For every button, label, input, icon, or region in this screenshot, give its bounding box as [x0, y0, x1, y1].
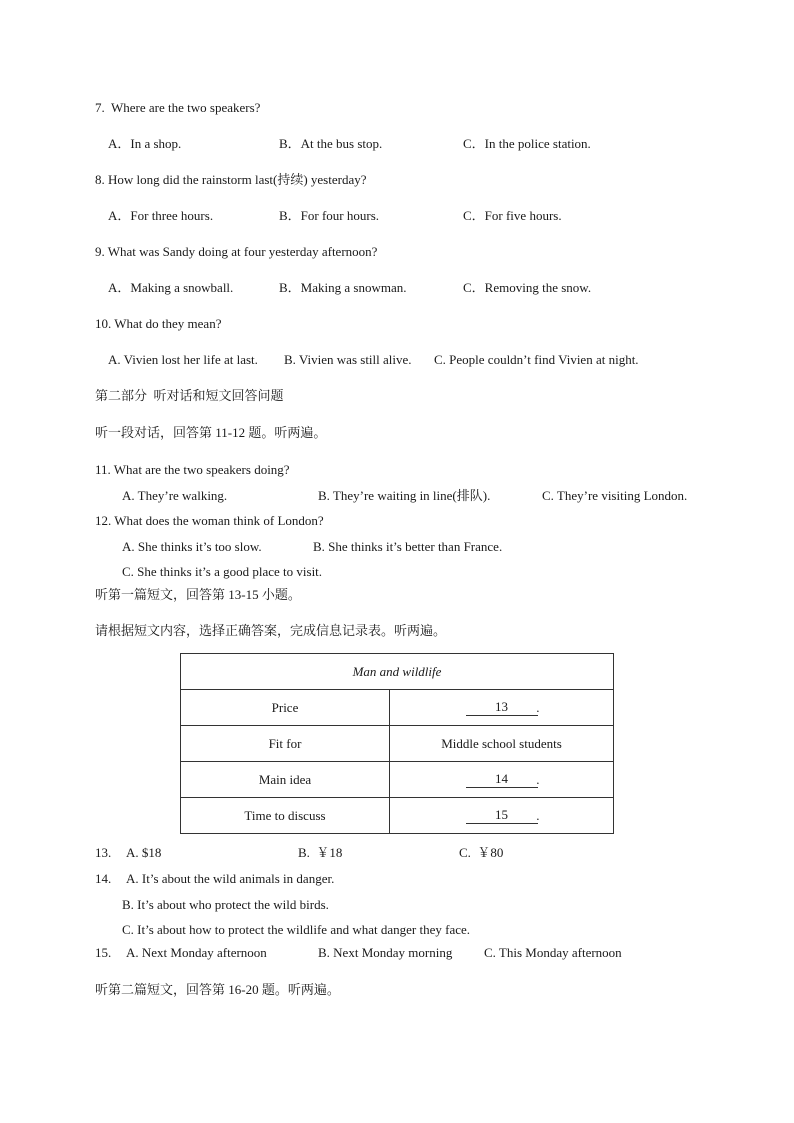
table-label: Time to discuss: [181, 798, 390, 834]
table-row: [181, 690, 614, 726]
table-row: [181, 762, 614, 798]
q14-number: 14.: [95, 871, 112, 886]
table-label: Price: [181, 690, 390, 726]
table-title: Man and wildlife: [181, 654, 614, 690]
q9-option-c: C．Removing the snow.: [463, 280, 592, 295]
q14-option-a: A. It’s about the wild animals in danger.: [126, 871, 335, 886]
question-12: 12. What does the woman think of London?: [95, 513, 324, 528]
q13-option-a: A. $18: [126, 845, 162, 860]
question-7: 7. Where are the two speakers?: [95, 100, 261, 115]
answer-blank-15[interactable]: [466, 807, 538, 824]
q15-option-c: C. This Monday afternoon: [484, 945, 622, 960]
instruction-16-20: 听第二篇短文，回答第 16-20 题。听两遍。: [95, 982, 340, 997]
q11-option-c: C. They’re visiting London.: [542, 488, 688, 503]
q7-option-b: B．At the bus stop.: [279, 136, 383, 151]
q13-option-b: B. ￥18: [298, 845, 343, 860]
q10-option-b: B. Vivien was still alive.: [284, 352, 412, 367]
blank-dot: .: [536, 808, 540, 823]
table-value: [390, 762, 614, 798]
blank-number: 13: [495, 699, 508, 714]
table-value: Middle school students: [390, 726, 614, 762]
q11-option-b: B. They’re waiting in line(排队).: [318, 488, 491, 503]
answer-blank-14[interactable]: [466, 771, 538, 788]
q8-option-c: C．For five hours.: [463, 208, 562, 223]
section-heading: 第二部分 听对话和短文回答问题: [95, 388, 284, 403]
q8-option-b: B．For four hours.: [279, 208, 380, 223]
question-9: 9. What was Sandy doing at four yesterday afternoon?: [95, 244, 378, 259]
instruction-table: 请根据短文内容，选择正确答案，完成信息记录表。听两遍。: [95, 623, 447, 638]
question-8: 8. How long did the rainstorm last(持续) yesterday?: [95, 172, 367, 187]
q7-option-a: A．In a shop.: [108, 136, 182, 151]
question-10: 10. What do they mean?: [95, 316, 222, 331]
table-label: Main idea: [181, 762, 390, 798]
q14-option-b: B. It’s about who protect the wild birds.: [122, 897, 329, 912]
info-record-table: [180, 653, 614, 834]
blank-dot: .: [536, 772, 540, 787]
instruction-13-15: 听第一篇短文，回答第 13-15 小题。: [95, 587, 301, 602]
q9-option-b: B．Making a snowman.: [279, 280, 407, 295]
table-row: [181, 726, 614, 762]
blank-number: 15: [495, 807, 508, 822]
table-label: Fit for: [181, 726, 390, 762]
q15-option-a: A. Next Monday afternoon: [126, 945, 267, 960]
q13-number: 13.: [95, 845, 112, 860]
table-value: [390, 690, 614, 726]
q12-option-a: A. She thinks it’s too slow.: [122, 539, 262, 554]
answer-blank-13[interactable]: [466, 699, 538, 716]
table-value: [390, 798, 614, 834]
q14-option-c: C. It’s about how to protect the wildlife and what danger they face.: [122, 922, 471, 937]
q10-option-c: C. People couldn’t find Vivien at night.: [434, 352, 639, 367]
q11-option-a: A. They’re walking.: [122, 488, 228, 503]
table-row: [181, 798, 614, 834]
blank-number: 14: [495, 771, 508, 786]
q15-number: 15.: [95, 945, 112, 960]
q7-option-c: C．In the police station.: [463, 136, 591, 151]
q9-option-a: A．Making a snowball.: [108, 280, 234, 295]
q15-option-b: B. Next Monday morning: [318, 945, 453, 960]
instruction-11-12: 听一段对话，回答第 11-12 题。听两遍。: [95, 425, 327, 440]
blank-dot: .: [536, 700, 540, 715]
q12-option-b: B. She thinks it’s better than France.: [313, 539, 503, 554]
question-11: 11. What are the two speakers doing?: [95, 462, 290, 477]
q8-option-a: A．For three hours.: [108, 208, 214, 223]
q10-option-a: A. Vivien lost her life at last.: [108, 352, 258, 367]
q13-option-c: C. ￥80: [459, 845, 504, 860]
q12-option-c: C. She thinks it’s a good place to visit.: [122, 564, 323, 579]
